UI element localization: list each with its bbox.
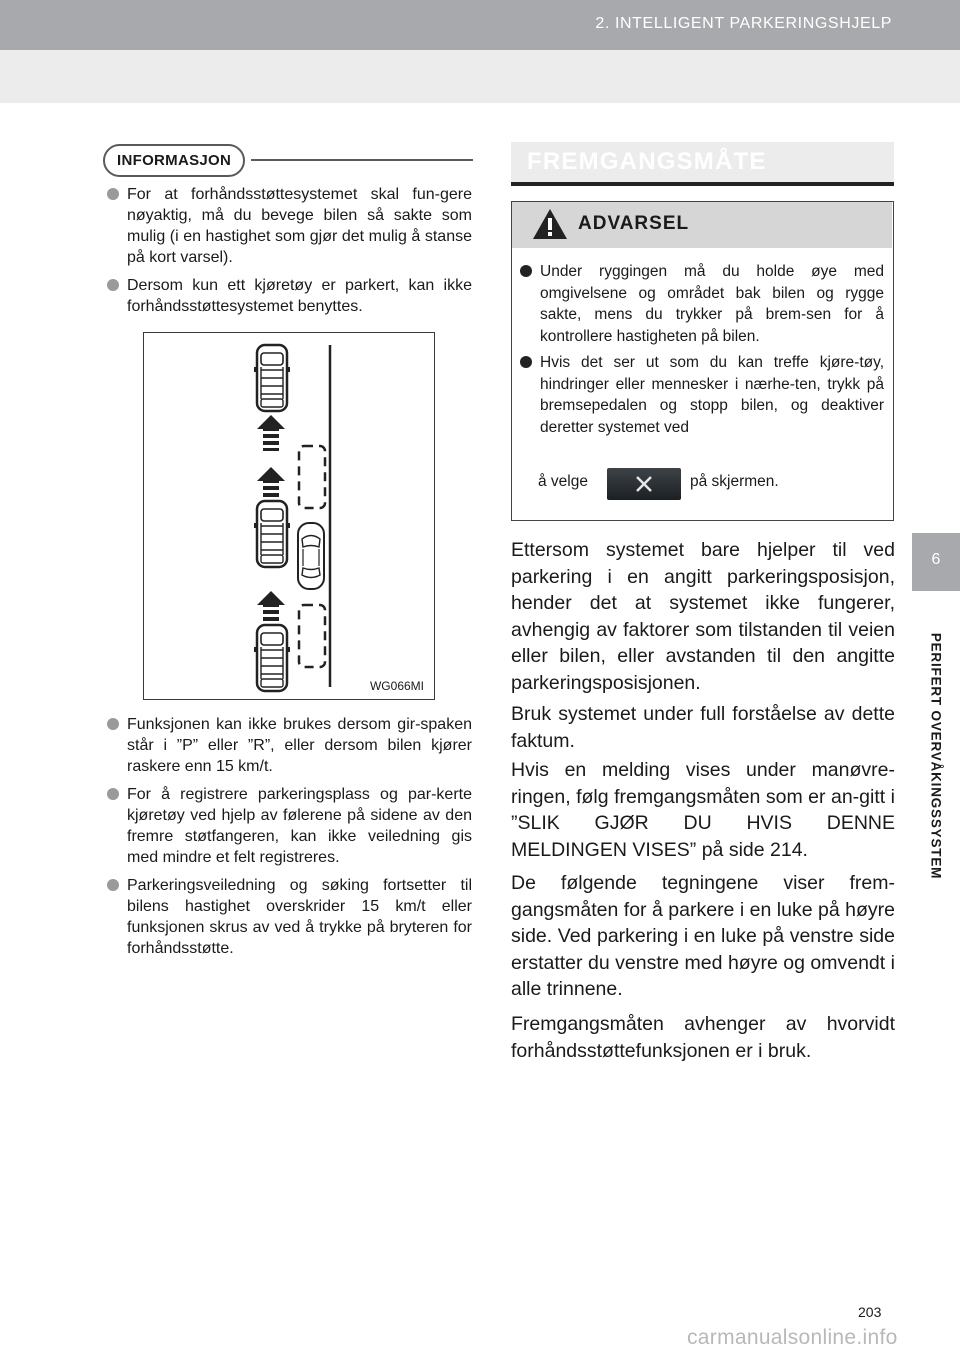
body-paragraph: Bruk systemet under full forståelse av dette faktum. — [511, 703, 895, 752]
warning-select-text: å velge — [538, 473, 588, 490]
information-item: Parkeringsveiledning og søking fortsetter til bilens hastighet overskrider 15 km/t eller funksjonen skrus av ved å trykke på bryteren for forhåndsstøtte. — [105, 875, 472, 959]
warning-label: ADVARSEL — [578, 213, 690, 234]
warning-header — [512, 202, 892, 248]
body-paragraph: Hvis en melding vises under manøvre-ringen, følg fremgangsmåten som er an-gitt i ”SLIK GJØR DU HVIS DENNE MELDINGEN VISES” på side 214. — [511, 759, 895, 861]
parking-diagram — [144, 333, 436, 701]
figure-code: WG066MI — [369, 679, 424, 693]
section-heading: FREMGANGSMÅTE — [511, 142, 894, 186]
chapter-tab-label — [912, 591, 960, 921]
warning-select-suffix: på skjermen. — [690, 473, 779, 490]
parked-car-icon — [298, 523, 324, 589]
body-paragraph: De følgende tegningene viser frem-gangsmåten for å parkere i en luke på høyre side. Ved parkering i en luke på venstre side erstatter du venstre med høyre og omvendt i alle trinnene. — [511, 872, 895, 1000]
information-list-continued — [105, 714, 472, 966]
information-badge: INFORMASJON — [103, 144, 245, 177]
information-rule — [251, 159, 473, 161]
arrow-up-icon — [257, 415, 285, 451]
chapter-title: 2. INTELLIGENT PARKERINGSHJELP — [595, 15, 892, 32]
header-bar — [0, 0, 960, 50]
warning-item: Under ryggingen må du holde øye med omgivelsene og området bak bilen og rygge sakte, mens du trykker på brem-sen for å kontrollere hastigheten på bilen. — [518, 261, 884, 347]
warning-list — [518, 261, 884, 443]
warning-triangle-icon — [532, 208, 568, 240]
information-item: For å registrere parkeringsplass og par-kerte kjøretøy ved hjelp av følerene på sidene av den fremre støtfangeren, kan ikke veiledning gis med mindre et felt registreres. — [105, 784, 472, 868]
close-x-icon — [607, 468, 681, 500]
vehicle-bottom-icon — [254, 625, 290, 691]
body-paragraph: Fremgangsmåten avhenger av hvorvidt forhåndsstøttefunksjonen er i bruk. — [511, 1013, 895, 1062]
parking-slot-upper — [299, 446, 325, 508]
chapter-tab-label-text: PERIFERT OVERVÅKINGSSYSTEM — [928, 632, 944, 880]
watermark: carmanualsonline.info — [687, 1326, 898, 1349]
warning-box — [511, 201, 894, 521]
arrow-up-icon — [257, 591, 285, 627]
vehicle-top-icon — [254, 345, 290, 411]
subheader-band — [0, 50, 960, 103]
chapter-tab-number: 6 — [912, 533, 960, 591]
vehicle-middle-icon — [254, 501, 290, 567]
parking-illustration — [143, 332, 435, 700]
information-item: Dersom kun ett kjøretøy er parkert, kan ikke forhåndsstøttesystemet benyttes. — [105, 275, 472, 317]
body-paragraph: Ettersom systemet bare hjelper til ved parkering i en angitt parkeringsposisjon, hender det at systemet ikke fungerer, avhengig av faktorer som tilstanden til veien eller bilen, eller avstanden til den angitte parkeringsposisjonen. — [511, 539, 895, 694]
page-number: 203 — [858, 1304, 882, 1320]
information-list — [105, 184, 472, 324]
close-screen-button — [607, 468, 681, 500]
information-item: For at forhåndsstøttesystemet skal fun-gere nøyaktig, må du bevege bilen så sakte som mulig (i en hastighet som gjør det mulig å stanse på kort varsel). — [105, 184, 472, 268]
arrow-up-icon — [257, 467, 285, 503]
information-item: Funksjonen kan ikke brukes dersom gir-spaken står i ”P” eller ”R”, eller dersom bilen kjører raskere enn 15 km/t. — [105, 714, 472, 777]
warning-item: Hvis det ser ut som du kan treffe kjøre-tøy, hindringer eller mennesker i nærhe-ten, trykk på bremsepedalen og stopp bilen, og deaktiver deretter systemet ved — [518, 352, 884, 438]
parking-slot-lower — [299, 605, 325, 667]
